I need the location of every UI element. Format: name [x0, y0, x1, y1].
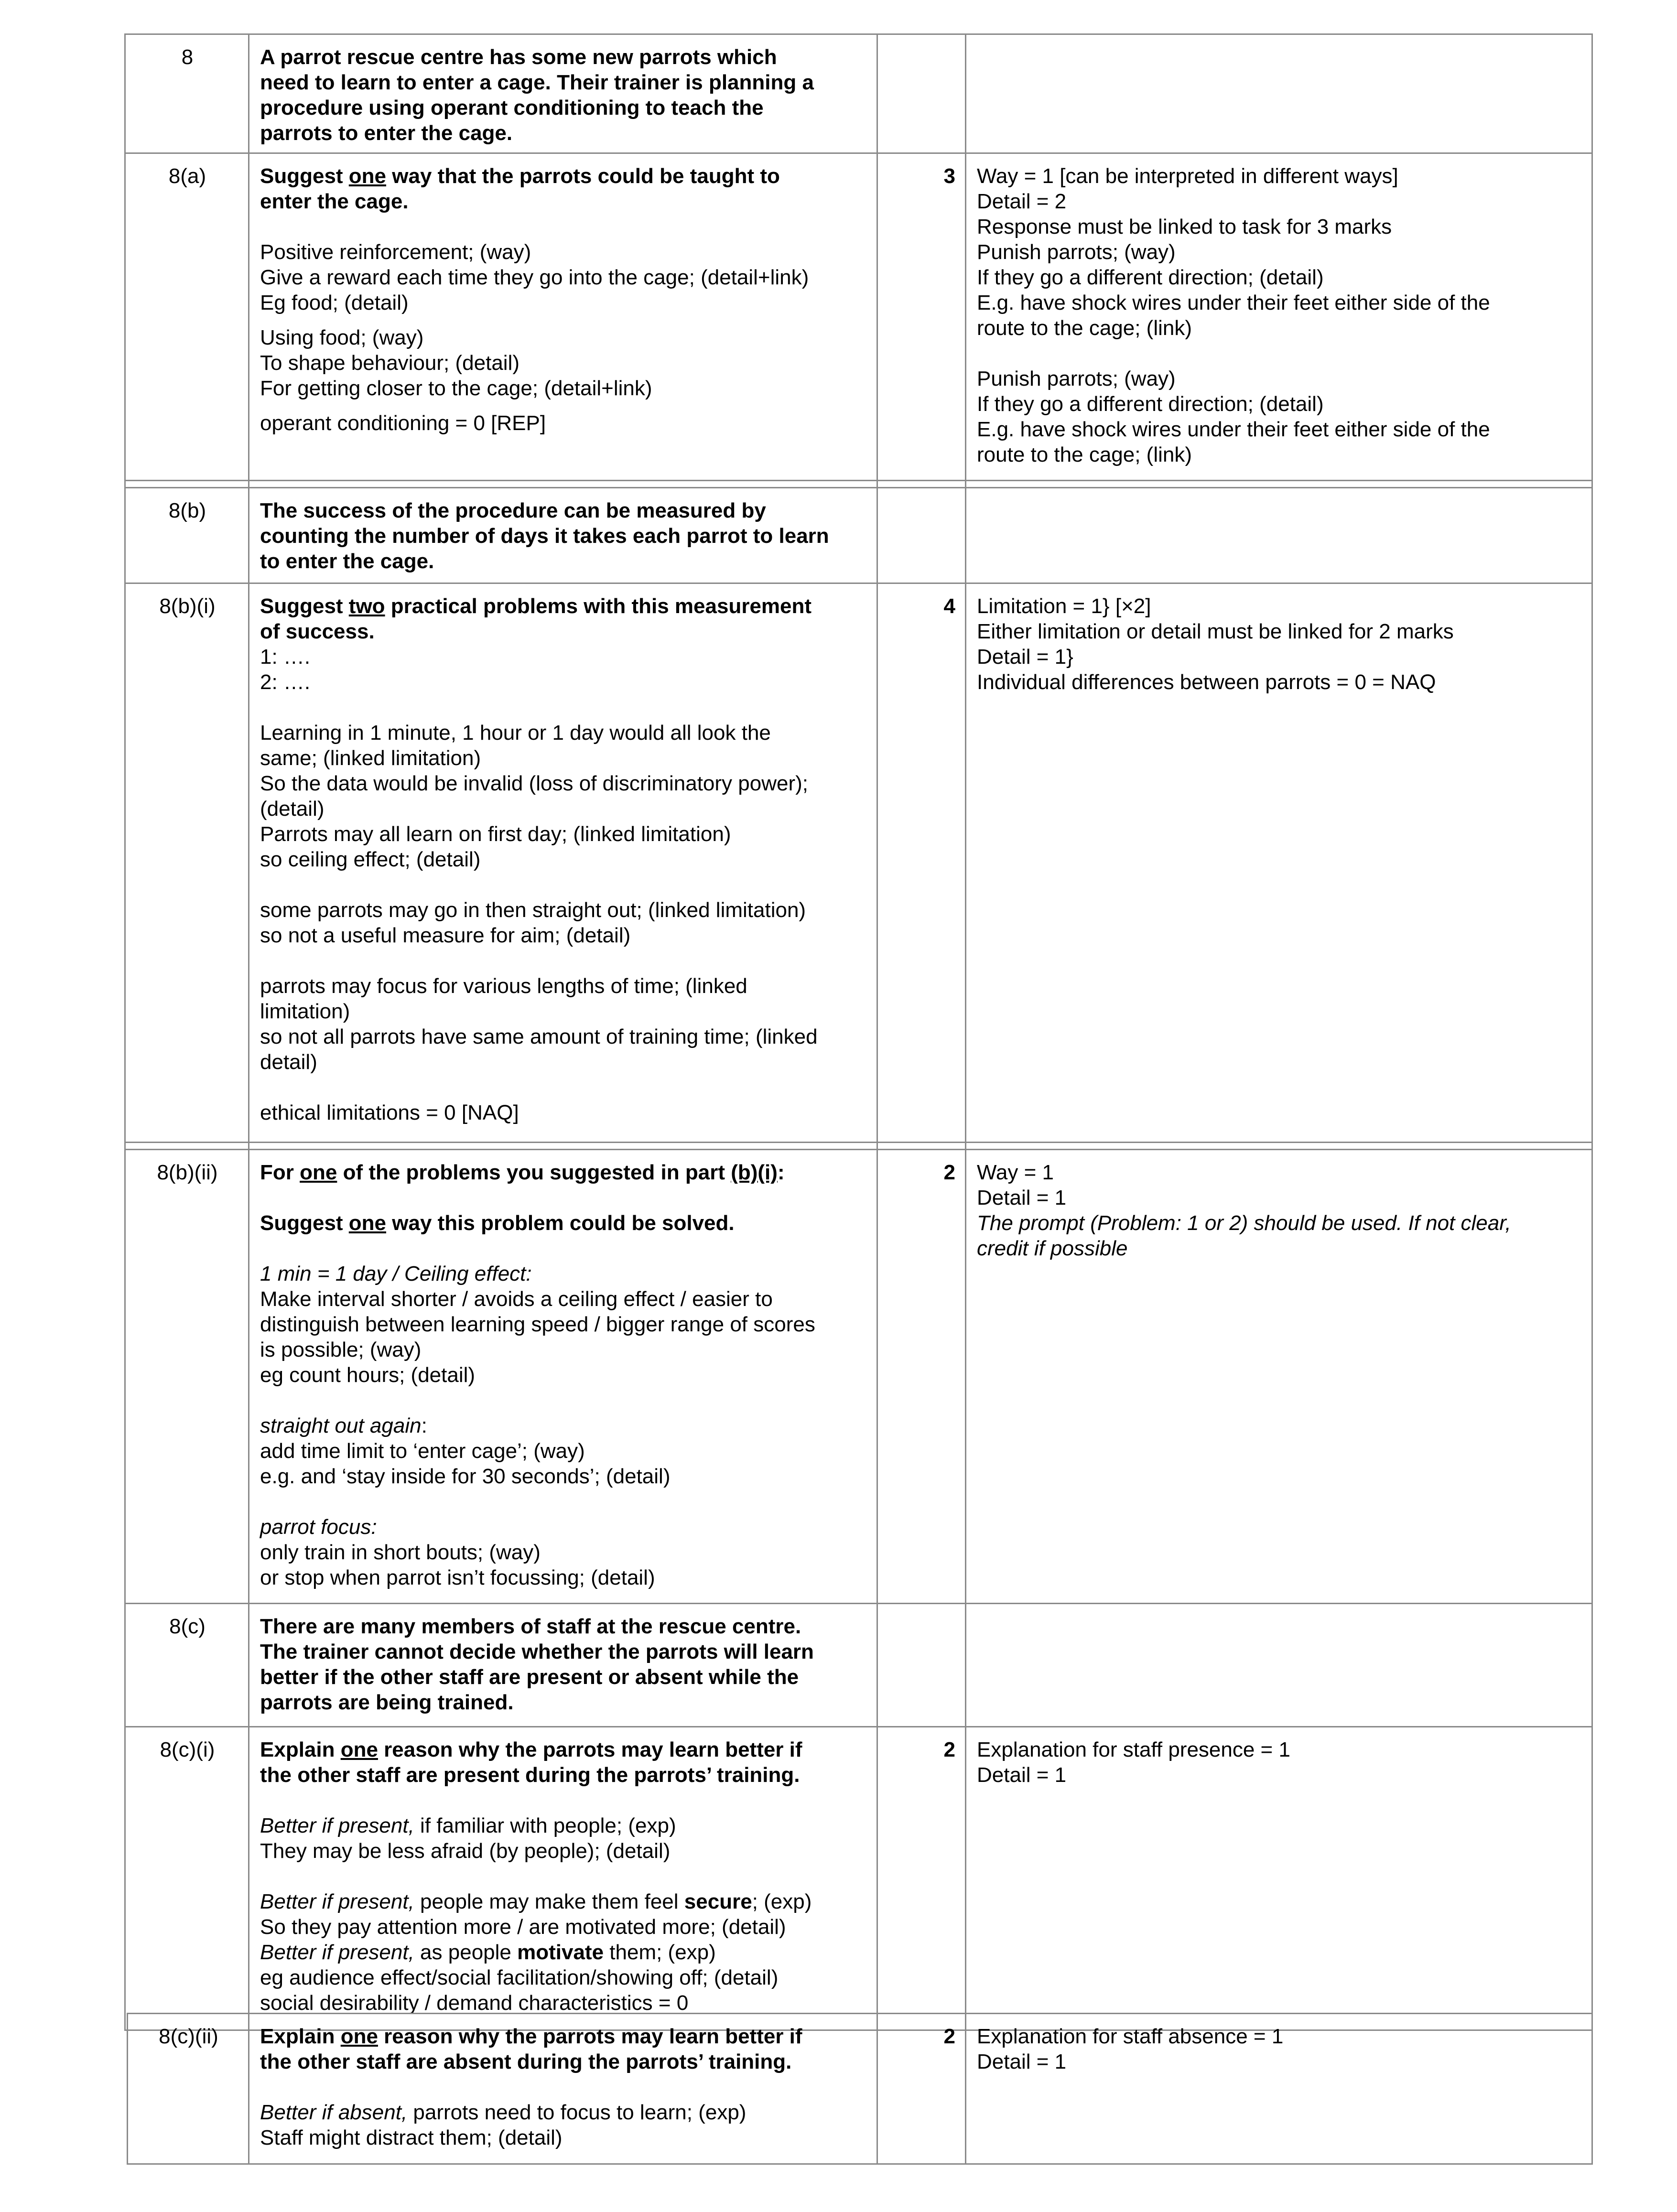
question-number: 8(b)(ii) [125, 1150, 249, 1604]
answer-line: distinguish between learning speed / bigger range of scores [260, 1313, 815, 1336]
answer-line: Better if present, as people motivate them; (exp) [260, 1941, 716, 1964]
question-number: 8(c)(i) [125, 1727, 249, 2030]
guidance-line: Response must be linked to task for 3 marks [977, 215, 1392, 238]
answer-line: Better if absent, parrots need to focus to learn; (exp) [260, 2101, 747, 2124]
marks-cell [877, 34, 966, 153]
answer-line: Learning in 1 minute, 1 hour or 1 day would all look the [260, 721, 771, 745]
stem-line: parrots to enter the cage. [260, 121, 513, 145]
guidance-line: credit if possible [977, 1237, 1128, 1260]
question-number: 8(b)(i) [125, 583, 249, 1143]
guidance-cell [966, 488, 1592, 583]
answer-line: (detail) [260, 797, 325, 820]
table-row-8 [125, 34, 1592, 153]
marks-value: 2 [877, 2014, 966, 2164]
table-row-8cii [128, 2014, 1592, 2164]
guidance-cell [966, 1604, 1592, 1727]
marks-value: 4 [877, 583, 966, 1143]
answer-line: parrots may focus for various lengths of time; (linked [260, 974, 747, 998]
answer-line: so ceiling effect; (detail) [260, 848, 481, 871]
question-number: 8(b) [125, 488, 249, 583]
stem-line: counting the number of days it takes each parrot to learn [260, 524, 829, 548]
question-number: 8 [125, 34, 249, 153]
answer-line: operant conditioning = 0 [REP] [260, 411, 546, 435]
answer-line: add time limit to ‘enter cage’; (way) [260, 1439, 585, 1463]
guidance-line: Either limitation or detail must be linked for 2 marks [977, 620, 1454, 643]
table-row-8bi [125, 583, 1592, 1143]
guidance-line: Limitation = 1} [×2] [977, 594, 1151, 618]
answer-blank: 1: …. [260, 645, 311, 669]
question-prompt: Suggest one way that the parrots could be taught to [260, 164, 780, 188]
guidance-line: Way = 1 [977, 1161, 1054, 1184]
stem-line: need to learn to enter a cage. Their trainer is planning a [260, 71, 814, 94]
stem-line: The trainer cannot decide whether the parrots will learn [260, 1640, 814, 1663]
guidance-cell [966, 34, 1592, 153]
guidance-line: route to the cage; (link) [977, 443, 1192, 466]
answer-line: ethical limitations = 0 [NAQ] [260, 1101, 519, 1124]
table-row-8ci [125, 1727, 1592, 2030]
answer-line: is possible; (way) [260, 1338, 422, 1361]
answer-line: e.g. and ‘stay inside for 30 seconds’; (detail) [260, 1465, 671, 1488]
stem-line: The success of the procedure can be measured by [260, 499, 766, 522]
guidance-cell [966, 583, 1592, 1143]
answer-line: eg audience effect/social facilitation/showing off; (detail) [260, 1966, 779, 1989]
answer-cell [249, 583, 877, 1143]
answer-line: To shape behaviour; (detail) [260, 351, 519, 375]
question-prompt: For one of the problems you suggested in part (b)(i): [260, 1161, 785, 1184]
answer-heading: parrot focus: [260, 1515, 377, 1539]
question-prompt: Explain one reason why the parrots may learn better if [260, 1738, 802, 1761]
row-separator [125, 1143, 1592, 1150]
answer-line: Parrots may all learn on first day; (linked limitation) [260, 822, 731, 846]
question-stem [249, 34, 877, 153]
question-prompt-line: of success. [260, 620, 375, 643]
guidance-line: Detail = 2 [977, 190, 1067, 213]
answer-heading: straight out again: [260, 1414, 427, 1437]
answer-line: only train in short bouts; (way) [260, 1541, 541, 1564]
answer-line: some parrots may go in then straight out; (linked limitation) [260, 898, 806, 922]
answer-line: eg count hours; (detail) [260, 1363, 476, 1387]
answer-cell [249, 1727, 877, 2030]
answer-line: detail) [260, 1050, 317, 1074]
mark-scheme-table [124, 33, 1593, 2031]
mark-scheme-table-continued [127, 2013, 1593, 2165]
answer-line: Positive reinforcement; (way) [260, 240, 531, 264]
answer-line: so not a useful measure for aim; (detail) [260, 924, 631, 947]
answer-line: so not all parrots have same amount of training time; (linked [260, 1025, 818, 1048]
marks-cell [877, 488, 966, 583]
guidance-line: Explanation for staff absence = 1 [977, 2025, 1284, 2048]
question-prompt: Suggest one way this problem could be solved. [260, 1211, 735, 1235]
stem-line: to enter the cage. [260, 550, 434, 573]
guidance-line: The prompt (Problem: 1 or 2) should be used. If not clear, [977, 1211, 1511, 1235]
stem-line: parrots are being trained. [260, 1691, 514, 1714]
answer-line: Give a reward each time they go into the cage; (detail+link) [260, 266, 809, 289]
answer-line: limitation) [260, 1000, 350, 1023]
answer-line: They may be less afraid (by people); (detail) [260, 1839, 671, 1863]
guidance-line: Detail = 1} [977, 645, 1073, 669]
question-prompt-line: the other staff are absent during the parrots’ training. [260, 2050, 792, 2073]
answer-blank: 2: …. [260, 670, 311, 694]
marks-value: 3 [877, 153, 966, 481]
guidance-cell [966, 1727, 1592, 2030]
guidance-cell [966, 1150, 1592, 1604]
answer-line: Eg food; (detail) [260, 291, 409, 314]
guidance-cell [966, 2014, 1592, 2164]
marks-cell [877, 1604, 966, 1727]
stem-line: procedure using operant conditioning to teach the [260, 96, 764, 119]
guidance-line: E.g. have shock wires under their feet either side of the [977, 418, 1490, 441]
guidance-line: Detail = 1 [977, 2050, 1067, 2073]
guidance-line: Way = 1 [can be interpreted in different ways] [977, 164, 1398, 188]
marks-value: 2 [877, 1150, 966, 1604]
answer-line: social desirability / demand characteristics = 0 [260, 1991, 689, 2015]
question-prompt: Suggest two practical problems with this measurement [260, 594, 812, 618]
guidance-line: E.g. have shock wires under their feet either side of the [977, 291, 1490, 314]
question-stem [249, 488, 877, 583]
guidance-line: Detail = 1 [977, 1763, 1067, 1787]
guidance-line: route to the cage; (link) [977, 316, 1192, 340]
stem-line: There are many members of staff at the rescue centre. [260, 1615, 801, 1638]
answer-line: or stop when parrot isn’t focussing; (detail) [260, 1566, 655, 1589]
answer-heading: 1 min = 1 day / Ceiling effect: [260, 1262, 532, 1285]
table-row-8a [125, 153, 1592, 481]
table-row-8bii [125, 1150, 1592, 1604]
question-prompt-line: the other staff are present during the parrots’ training. [260, 1763, 800, 1787]
table-row-8b [125, 488, 1592, 583]
question-number: 8(a) [125, 153, 249, 481]
marks-value: 2 [877, 1727, 966, 2030]
answer-line: So the data would be invalid (loss of discriminatory power); [260, 772, 808, 795]
table-row-8c [125, 1604, 1592, 1727]
answer-line: For getting closer to the cage; (detail+link) [260, 377, 652, 400]
question-number: 8(c)(ii) [128, 2014, 249, 2164]
guidance-line: Detail = 1 [977, 1186, 1067, 1209]
stem-line: better if the other staff are present or absent while the [260, 1665, 799, 1689]
stem-line: A parrot rescue centre has some new parrots which [260, 45, 777, 69]
question-number: 8(c) [125, 1604, 249, 1727]
guidance-line: If they go a different direction; (detail) [977, 266, 1324, 289]
answer-line: Better if present, if familiar with people; (exp) [260, 1814, 676, 1837]
answer-cell [249, 1150, 877, 1604]
answer-cell [249, 2014, 877, 2164]
guidance-cell [966, 153, 1592, 481]
answer-line: Staff might distract them; (detail) [260, 2126, 563, 2149]
answer-line: Using food; (way) [260, 326, 424, 349]
question-stem [249, 1604, 877, 1727]
answer-line: same; (linked limitation) [260, 746, 481, 770]
guidance-line: Individual differences between parrots = 0 = NAQ [977, 670, 1436, 694]
answer-line: So they pay attention more / are motivated more; (detail) [260, 1915, 786, 1939]
question-prompt: Explain one reason why the parrots may learn better if [260, 2025, 802, 2048]
guidance-line: Explanation for staff presence = 1 [977, 1738, 1290, 1761]
guidance-line: Punish parrots; (way) [977, 367, 1176, 390]
row-separator [125, 481, 1592, 488]
answer-line: Better if present, people may make them feel secure; (exp) [260, 1890, 812, 1913]
answer-line: Make interval shorter / avoids a ceiling effect / easier to [260, 1287, 773, 1311]
question-prompt-line: enter the cage. [260, 190, 409, 213]
answer-cell [249, 153, 877, 481]
guidance-line: Punish parrots; (way) [977, 240, 1176, 264]
guidance-line: If they go a different direction; (detail) [977, 392, 1324, 416]
